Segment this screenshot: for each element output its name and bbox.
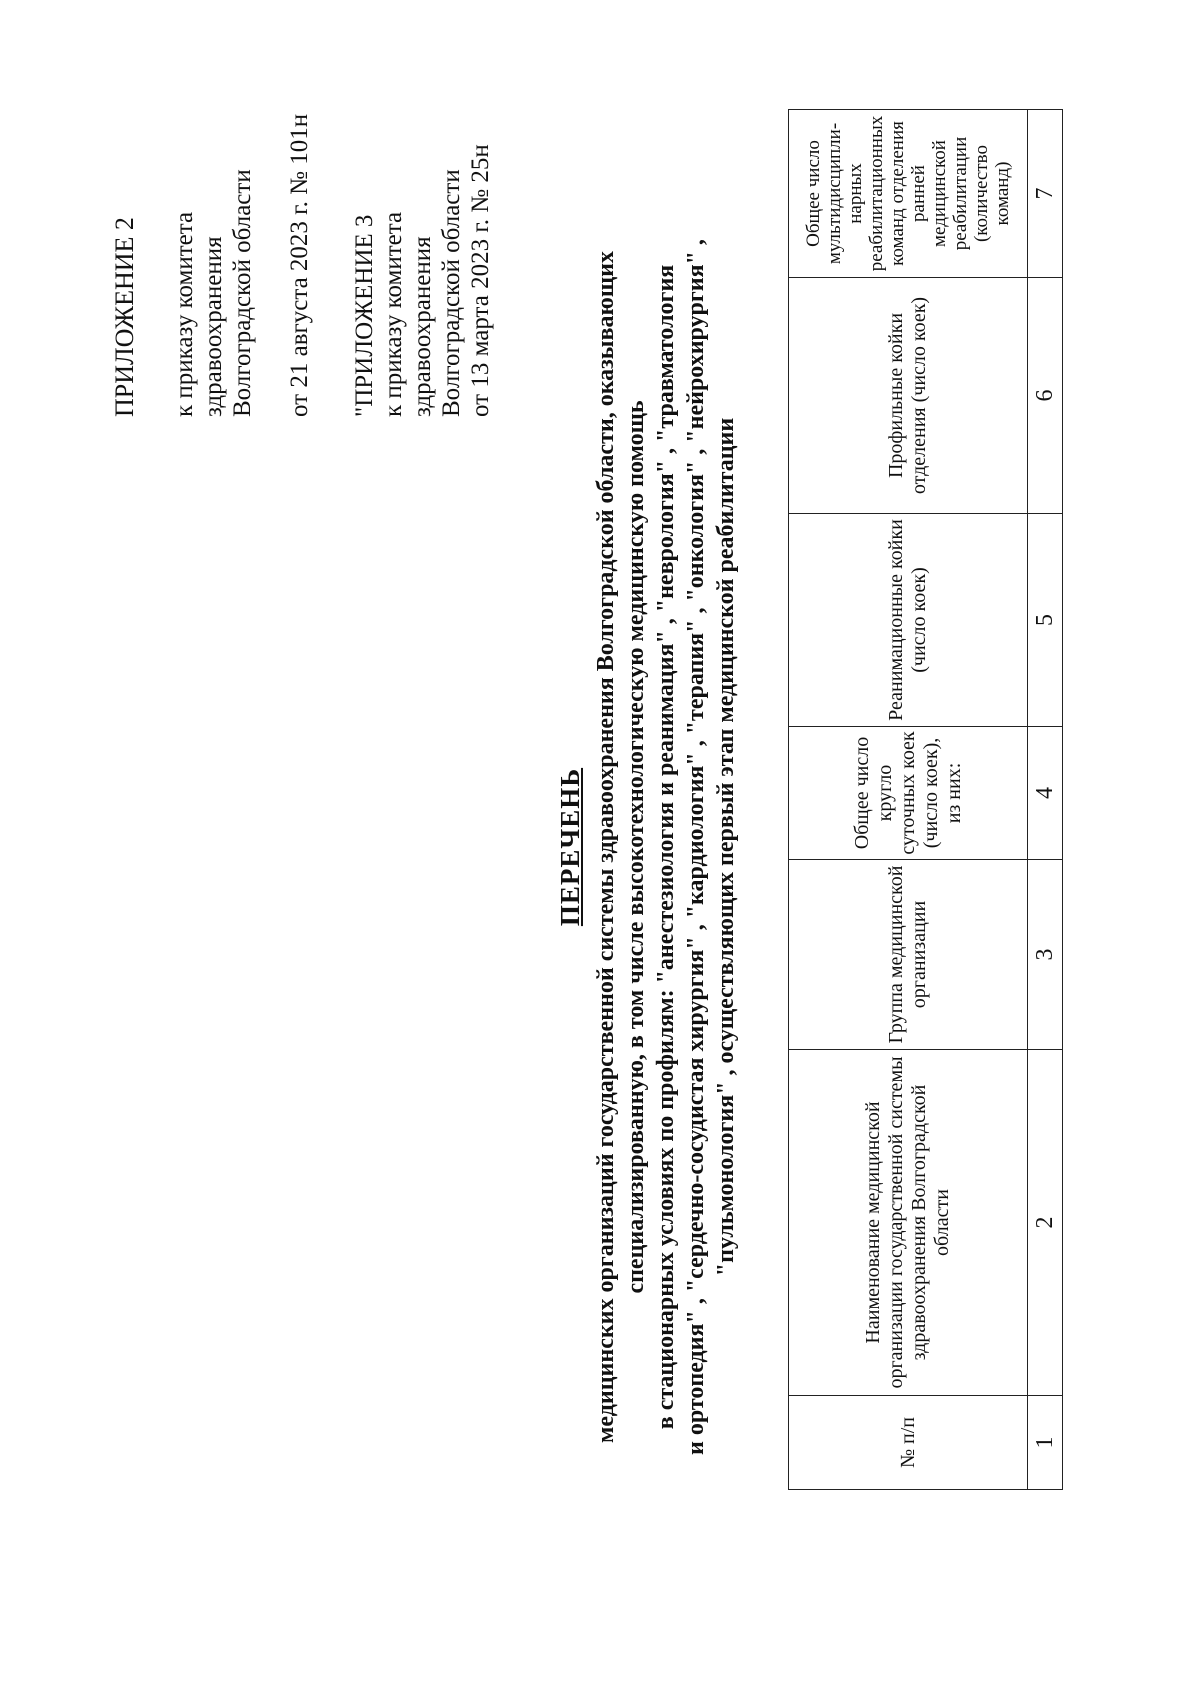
column-number-1: 1 [1028, 1396, 1063, 1490]
table-header-row [789, 110, 1028, 1490]
header-cell-teams: Общее число мультидисципли-нарных реабилитационных команд отделения ранней медицинской реабилитации (количество команд) [789, 110, 1028, 278]
subtitle-line-2: специализированную, в том числе высокотехнологическую медицинскую помощь [623, 400, 649, 1294]
prev-appendix-block [350, 144, 495, 417]
appendix-date [285, 114, 314, 417]
subtitle-line-4: и ортопедия" , "сердечно-сосудистая хирургия" , "кардиология" , "терапия" , "онкология" , "нейрохирургия" , [683, 239, 709, 1455]
appendix-title: ПРИЛОЖЕНИЕ 2 [110, 217, 139, 417]
document-title: ПЕРЕЧЕНЬ [555, 767, 585, 927]
appendix-order-block [170, 169, 257, 417]
appendix-date-text: от 21 августа 2023 г. № 101н [286, 113, 313, 417]
table-number-row [1028, 110, 1063, 1490]
column-number-4: 4 [1028, 727, 1063, 860]
appendix-label [110, 217, 139, 417]
subtitle-line-1: медицинских организаций государственной системы здравоохранения Волгоградской области, оказывающих [593, 251, 619, 1443]
subtitle-line-5: "пульмонология" , осуществляющих первый этап медицинской реабилитации [713, 417, 739, 1277]
appendix-order-line-3: Волгоградской области [229, 169, 256, 417]
column-number-5: 5 [1028, 514, 1063, 727]
prev-appendix-line-2: здравоохранения [409, 236, 436, 417]
header-cell-icu-beds: Реанимационные койки (число коек) [789, 514, 1028, 727]
header-cell-name: Наименование медицинской организации государственной системы здравоохранения Волгоградской области [789, 1050, 1028, 1396]
column-number-6: 6 [1028, 278, 1063, 514]
prev-appendix-line-1: к приказу комитета [380, 211, 407, 417]
column-number-7: 7 [1028, 110, 1063, 278]
appendix-order-line-2: здравоохранения [200, 236, 227, 417]
column-number-3: 3 [1028, 860, 1063, 1050]
document-title-block [555, 57, 741, 1637]
organizations-table [788, 109, 1063, 1490]
prev-appendix-label: "ПРИЛОЖЕНИЕ 3 [351, 214, 378, 417]
header-cell-profile-beds: Профильные койки отделения (число коек) [789, 278, 1028, 514]
header-cell-group: Группа медицинской организации [789, 860, 1028, 1050]
column-number-2: 2 [1028, 1050, 1063, 1396]
prev-appendix-line-3: Волгоградской области [438, 169, 465, 417]
subtitle-line-3: в стационарных условиях по профилям: "анестезиология и реанимация" , "неврология" , "травматология [653, 264, 679, 1430]
prev-appendix-line-4: от 13 марта 2023 г. № 25н [467, 144, 494, 417]
header-cell-total-beds: Общее число кругло суточных коек (число коек), из них: [789, 727, 1028, 860]
header-cell-number: № п/п [789, 1396, 1028, 1490]
appendix-order-line-1: к приказу комитета [171, 211, 198, 417]
